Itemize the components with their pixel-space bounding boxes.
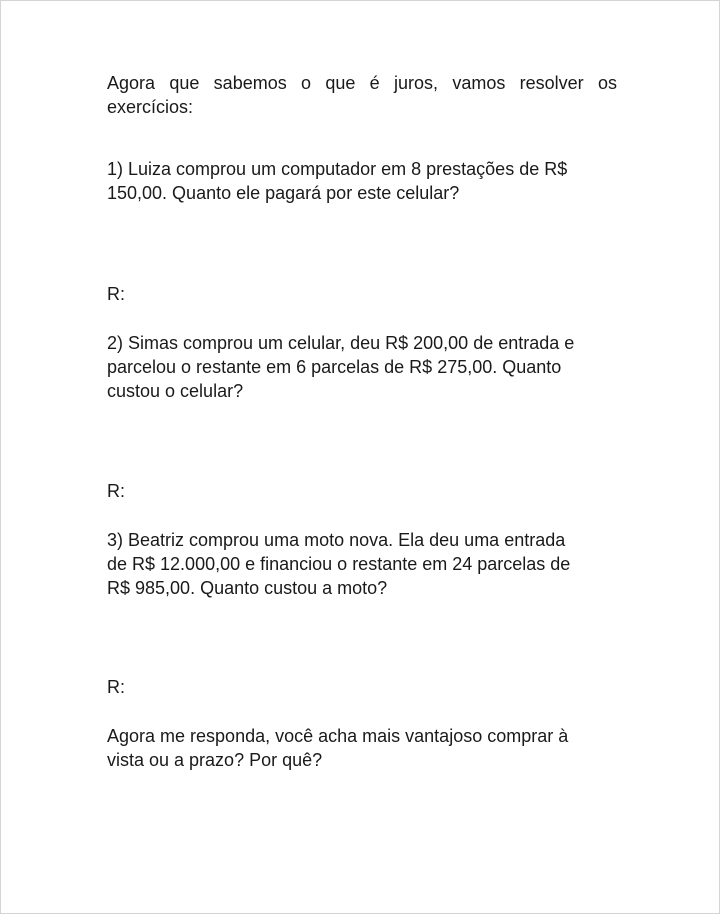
final-question-line-2: vista ou a prazo? Por quê?	[107, 750, 323, 770]
intro-line-1: Agora que sabemos o que é juros, vamos resolver os	[107, 73, 617, 93]
question-3-line-2: de R$ 12.000,00 e financiou o restante em 24 parcelas de	[107, 554, 571, 574]
question-1-line-1: 1) Luiza comprou um computador em 8 prestações de R$	[107, 159, 568, 179]
question-2-line-3: custou o celular?	[107, 381, 244, 401]
final-question-line-1: Agora me responda, você acha mais vantajoso comprar à	[107, 726, 569, 746]
question-2	[107, 331, 617, 403]
question-1-line-2: 150,00. Quanto ele pagará por este celular?	[107, 183, 460, 203]
question-2-line-2: parcelou o restante em 6 parcelas de R$ 275,00. Quanto	[107, 357, 562, 377]
answer-3-label: R:	[107, 677, 125, 697]
question-3	[107, 528, 617, 600]
answer-2-label: R:	[107, 481, 125, 501]
question-1	[107, 157, 617, 205]
final-question	[107, 724, 617, 772]
question-3-line-3: R$ 985,00. Quanto custou a moto?	[107, 578, 388, 598]
intro-paragraph	[107, 71, 617, 119]
intro-line-2: exercícios:	[107, 97, 194, 117]
question-2-line-1: 2) Simas comprou um celular, deu R$ 200,00 de entrada e	[107, 333, 575, 353]
answer-1-label: R:	[107, 284, 125, 304]
question-3-line-1: 3) Beatriz comprou uma moto nova. Ela deu uma entrada	[107, 530, 566, 550]
